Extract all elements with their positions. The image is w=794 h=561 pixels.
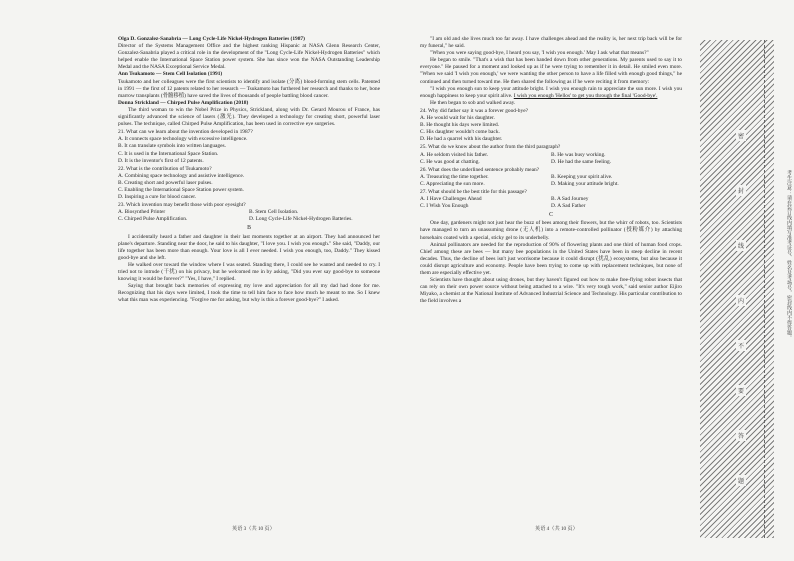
q27-option-b: B. A Sad Journey <box>551 196 589 203</box>
q26-option-c: C. Appreciating the sun more. <box>420 180 485 187</box>
underlined-sentence: I wish you enough 'Hellos' to get you through the final 'Good-bye'. <box>513 92 658 99</box>
question-line-5: 25. What do we know about the author from the third paragraph? <box>420 144 561 151</box>
left-line-7: A. It connects space technology with excessive intelligence. <box>118 136 248 143</box>
right-paragraph-0: "I am old and she lives much too far away. I have challenges ahead and the reality is, her next trip back will be for my funeral," he said. <box>420 36 682 50</box>
right-page <box>420 36 682 305</box>
q27-options <box>420 196 682 210</box>
question-line-3: C. His daughter wouldn't come back. <box>420 129 500 136</box>
left-line-5: The third woman to win the Nobel Prize in Physics, Strickland, along with Dr. Gerard Mourou of France, has significantly advanced the science of lasers (激光). They developed a technology for creating short, powerful laser pulses. The technique, called Chirped Pulse Amplification, has been used in corrective eye surgeries. <box>118 106 380 128</box>
seal-char: 题 <box>736 475 746 486</box>
passage-b-paragraph-1: He walked over toward the window where I was seated. Standing there, I could see he wanted and needed to cry. I tried not to intrude (干扰) on his privacy, but he welcomed me in by asking, "Did you ever say good-bye to someone knowing it would be forever?" "Yes, I have," I replied. <box>118 261 380 283</box>
passage-c-block <box>420 220 682 305</box>
q27-option-c: C. I Wish You Enough <box>420 203 469 210</box>
after-quote: He then began to sob and walked away. <box>430 99 516 106</box>
q23-option-c: C. Chirped Pulse Amplification. <box>118 216 188 223</box>
left-line-15: D. Inspiring a cure for blood cancer. <box>118 194 197 201</box>
q23-options <box>118 209 380 223</box>
left-line-12: A. Combining space technology and assistive intelligence. <box>118 172 245 179</box>
left-line-0: Olga D. Gonzalez-Sanabria — Long Cycle-Life Nickel-Hydrogen Batteries (1987) <box>118 36 305 42</box>
section-b-heading: B <box>247 225 251 232</box>
q27-stem: 27. What should be the best title for this passage? <box>420 188 527 195</box>
question-line-0: 24. Why did father say it was a forever good-bye? <box>420 107 528 114</box>
passage-c-paragraph-1: Animal pollinators are needed for the reproduction of 90% of flowering plants and one third of human food crops. Chief among these are bees — but many bee populations in the United States have been in steep decline in recent decades. Thus, the decline of bees isn't just worrisome because it could disrupt (扰乱) ecosystems, but also because it could disrupt agriculture and economy. People have been trying to come up with replacement techniques, but none of them are especially effective yet. <box>420 241 682 276</box>
right-paragraph-1: "When you were saying good-bye, I heard you say, 'I wish you enough.' May I ask what that means?" <box>430 50 649 57</box>
q27-option-a: A. I Have Challenges Ahead <box>420 196 482 203</box>
left-line-3: Tsukamoto and her colleagues were the first scientists to identify and isolate (分离) blood-forming stem cells. Patented in 1991 — the first of 12 patents related to her research — Tsukamoto has furthered her research and thanks to her, bone marrow transplants (骨髓移植) have saved the lives of thousands of people battling blood cancer. <box>118 78 380 99</box>
left-line-6: 21. What can we learn about the invention developed in 1987? <box>118 129 253 136</box>
passage-b-block <box>118 234 380 305</box>
quote-text: "I wish you enough sun to keep your attitude bright. I wish you enough rain to appreciate the sun more. I wish you enough happiness to keep your spirit alive. <box>420 85 682 99</box>
left-line-4: Donna Strickland — Chirped Pulse Amplification (2018) <box>118 99 249 106</box>
question-line-2: B. He thought his days were limited. <box>420 122 500 129</box>
q25-option-d: D. He had the same feeling. <box>551 158 612 165</box>
left-line-2: Ann Tsukamoto — Stem Cell Isolation (1991) <box>118 71 223 78</box>
seal-char: 线 <box>736 240 746 251</box>
candidate-notice: 考生注意：请在装订线内填写准考证号、姓名及考场号，密封线内不得答题。 <box>786 170 792 340</box>
question-line-1: A. He would wait for his daughter. <box>420 115 495 122</box>
page-number-right: 英语 4（共 10 页） <box>535 526 578 532</box>
section-c-heading: C <box>549 212 553 219</box>
q25-option-b: B. He was busy working. <box>551 151 606 158</box>
q25-option-a: A. He seldom visited his father. <box>420 151 489 158</box>
passage-c-paragraph-2: Scientists have thought about using drones, but they haven't figured out how to make free-flying robot insects that can rely on their own power source without being attached to a wire. "It's very tough work," said senior author Eijiro Miyako, a chemist at the National Institute of Advanced Industrial Science and Technology. His particular contribution to the field involves a <box>420 277 682 305</box>
left-line-16: 23. Which invention may benefit those with poor eyesight? <box>118 202 246 209</box>
passage-b-paragraph-0: I accidentally heard a father and daughter in their last moments together at an airport. They had announced her plane's departure. Standing near the door, he said to his daughter, "I love you. I wish you enough." She said, "Daddy, our life together has been more than enough. Your love is all I ever needed. I wish you enough, too, Daddy." They kissed good-bye and she left. <box>118 233 380 261</box>
q26-option-b: B. Keeping your spirit alive. <box>551 173 613 180</box>
right-paragraph-2: He began to smile. "That's a wish that has been handed down from other generations. My parents used to say it to everyone." He paused for a moment and looked up as if he were trying to remember it in detail. He smiled even more. "When we said 'I wish you enough,' we were wanting the other person to have a life filled with enough good things," he continued and then turned toward me. He then shared the following as if he were reciting it from memory: <box>420 57 682 85</box>
seal-char: 答 <box>736 430 746 441</box>
passage-c-paragraph-0: One day, gardeners might not just hear the buzz of bees among their flowers, but the whirr of robots, too. Scientists have managed to turn an unassuming drone (无人机) into a remote-controlled pollinator (授粉媒介) by attaching horsehairs coated with a special, sticky gel to its underbelly. <box>420 220 682 241</box>
seal-char: 不 <box>736 340 746 351</box>
q25-option-c: C. He was good at chatting. <box>420 158 480 165</box>
q23-option-a: A. Biosynthed Printer <box>118 209 166 216</box>
left-line-10: D. It is the inventor's first of 12 patents. <box>118 157 204 164</box>
passage-b-continued <box>420 36 682 86</box>
seal-char: 密 <box>736 130 746 141</box>
left-line-13: B. Creating short and powerful laser pulses. <box>118 179 213 186</box>
quote-paragraph <box>420 86 682 100</box>
left-line-1: Director of the Systems Management Office and the highest ranking Hispanic at NASA Glenn Research Center, Gonzalez-Sanabria played a critical role in the development of the "Long Cycle-Life Nickel-Hydrogen Batteries" which helped enable the International Space Station power system. She has since won the NASA Outstanding Leadership Medal and the NASA Exceptional Service Medal. <box>118 43 380 71</box>
questions-24-25 <box>420 108 682 152</box>
left-line-9: C. It is used in the International Space Station. <box>118 150 219 157</box>
q27-option-d: D. A Sad Father <box>551 203 586 210</box>
q23-option-b: B. Stem Cell Isolation. <box>249 209 299 216</box>
q23-option-d: D. Long Cycle-Life Nickel-Hydrogen Batteries. <box>249 216 353 223</box>
left-line-8: B. It can translate symbols into written languages. <box>118 143 226 150</box>
q26-options <box>420 174 682 188</box>
page-number-left: 英语 3（共 10 页） <box>232 526 275 532</box>
q26-stem: 26. What does the underlined sentence probably mean? <box>420 166 540 173</box>
seal-line <box>764 40 765 538</box>
left-page <box>118 36 380 304</box>
q25-options <box>420 152 682 166</box>
passage-b-paragraph-2: Saying that brought back memories of expressing my love and appreciation for all my dad had done for me. Recognizing that his days were limited, I took the time to tell him face to face how much he meant to me. So I knew what this man was experiencing. "Forgive me for asking, but why is this a forever good-bye?" I asked. <box>118 283 380 304</box>
left-line-14: C. Enabling the International Space Station power system. <box>118 186 244 193</box>
seal-char: 内 <box>736 295 746 306</box>
hatched-margin <box>700 40 774 538</box>
binding-strip <box>700 40 792 538</box>
seal-char: 封 <box>736 185 746 196</box>
seal-char: 要 <box>736 385 746 396</box>
q26-option-a: A. Treasuring the time together. <box>420 173 489 180</box>
q26-option-d: D. Making your attitude bright. <box>551 180 619 187</box>
left-line-11: 22. What is the contribution of Tsukamoto? <box>118 165 212 172</box>
question-line-4: D. He had a quarrel with his daughter. <box>420 136 503 143</box>
left-text-block <box>118 36 380 209</box>
